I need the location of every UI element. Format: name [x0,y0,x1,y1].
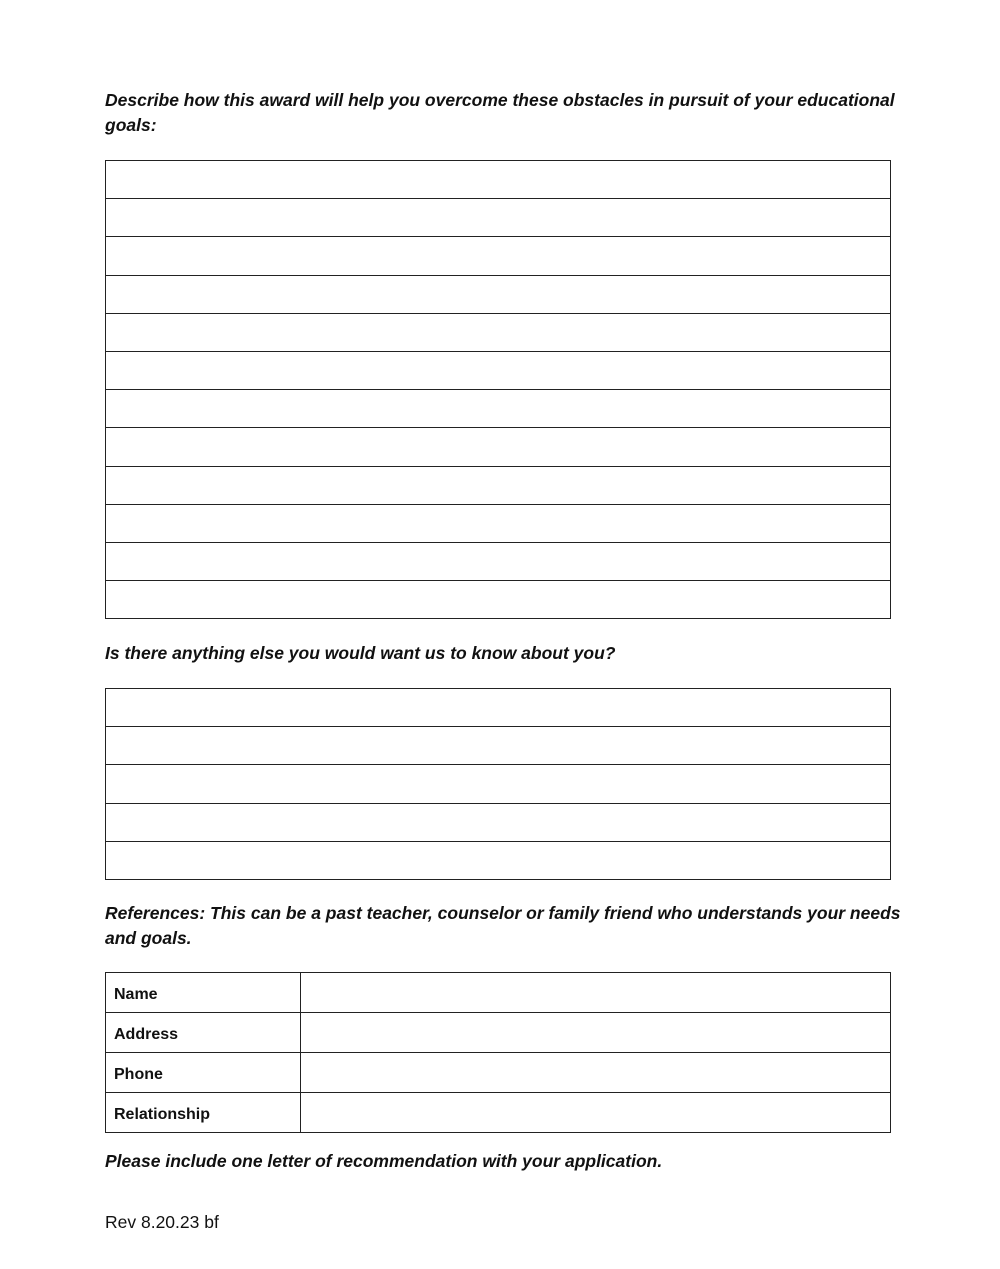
answer-line[interactable] [105,313,891,351]
references-prompt: References: This can be a past teacher, counselor or family friend who understands your needs and goals. [105,903,901,948]
about-prompt: Is there anything else you would want us to know about you? [105,643,616,663]
answer-line[interactable] [105,542,891,580]
reference-row-phone [106,1053,891,1093]
answer-line[interactable] [105,803,891,841]
answer-line[interactable] [105,427,891,465]
recommendation-note: Please include one letter of recommendation with your application. [105,1151,663,1171]
revision-label: Rev 8.20.23 bf [105,1212,219,1232]
reference-relationship-field[interactable] [301,1093,891,1133]
reference-name-field[interactable] [301,973,891,1013]
reference-label: Address [106,1013,301,1053]
answer-line[interactable] [105,275,891,313]
reference-row-address [106,1013,891,1053]
answer-line[interactable] [105,389,891,427]
reference-label: Phone [106,1053,301,1093]
reference-row-relationship [106,1093,891,1133]
answer-line[interactable] [105,764,891,802]
goals-answer-box[interactable] [105,160,891,619]
about-answer-box[interactable] [105,688,891,880]
answer-line[interactable] [105,160,891,198]
reference-address-field[interactable] [301,1013,891,1053]
reference-label: Relationship [106,1093,301,1133]
answer-line[interactable] [105,688,891,726]
references-table [105,972,891,1133]
answer-line[interactable] [105,841,891,879]
answer-line[interactable] [105,504,891,542]
goals-prompt: Describe how this award will help you overcome these obstacles in pursuit of your educational goals: [105,90,895,135]
answer-line[interactable] [105,580,891,618]
answer-line[interactable] [105,198,891,236]
answer-line[interactable] [105,351,891,389]
reference-label: Name [106,973,301,1013]
answer-line[interactable] [105,466,891,504]
answer-line[interactable] [105,236,891,274]
reference-row-name [106,973,891,1013]
answer-line[interactable] [105,726,891,764]
reference-phone-field[interactable] [301,1053,891,1093]
